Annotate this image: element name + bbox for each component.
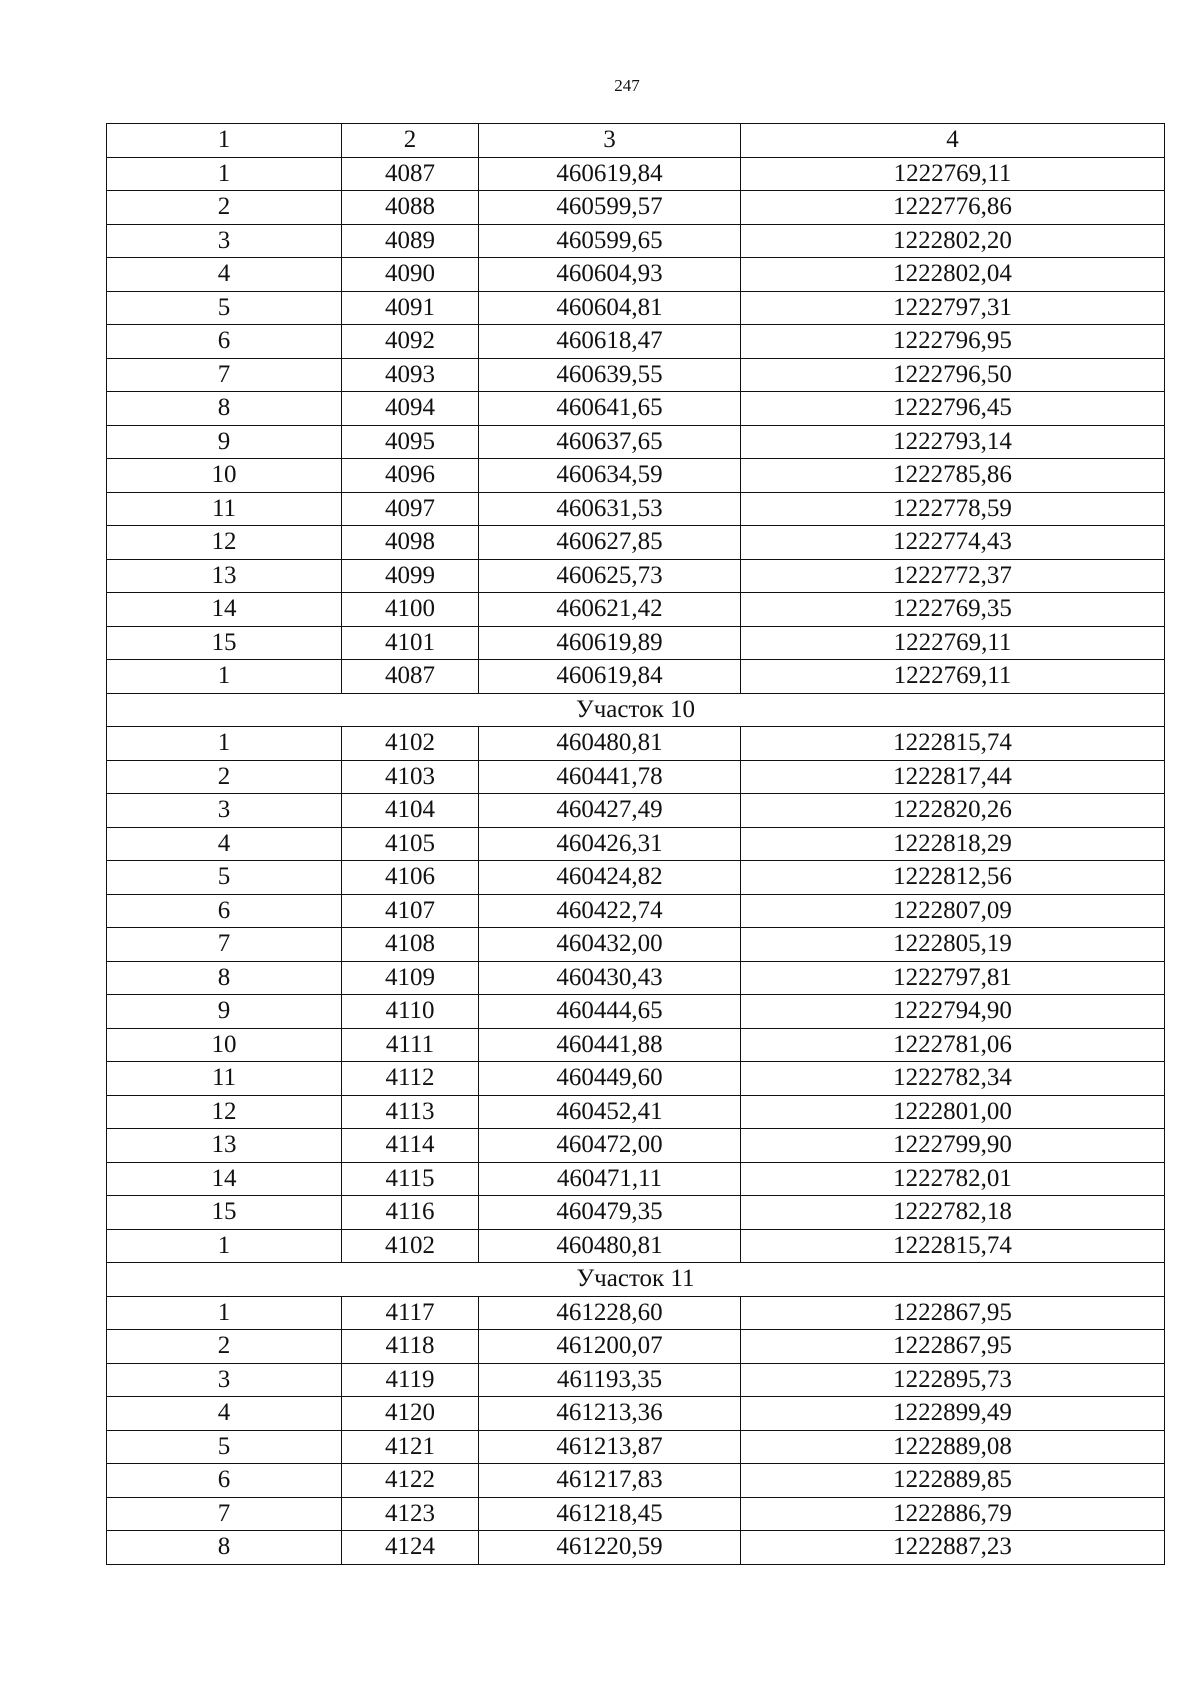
table-cell: 4088: [342, 191, 479, 225]
table-cell: 14: [107, 593, 342, 627]
table-cell: 460619,89: [479, 626, 741, 660]
table-cell: 1: [107, 157, 342, 191]
table-cell: 461218,45: [479, 1497, 741, 1531]
table-row: [107, 392, 1165, 426]
table-cell: 4092: [342, 325, 479, 359]
table-row: [107, 459, 1165, 493]
table-row: [107, 1330, 1165, 1364]
table-cell: 4094: [342, 392, 479, 426]
table-cell: 4095: [342, 425, 479, 459]
table-cell: 1222815,74: [741, 1229, 1165, 1263]
table-cell: 460424,82: [479, 861, 741, 895]
table-cell: 13: [107, 559, 342, 593]
table-cell: 461213,87: [479, 1430, 741, 1464]
table-cell: 1: [107, 660, 342, 694]
table-cell: 6: [107, 325, 342, 359]
table-cell: 460472,00: [479, 1129, 741, 1163]
table-cell: 1222867,95: [741, 1296, 1165, 1330]
table-cell: 4115: [342, 1162, 479, 1196]
table-cell: 5: [107, 861, 342, 895]
table-cell: 9: [107, 425, 342, 459]
coordinates-table-body: [107, 124, 1165, 1565]
table-cell: 4116: [342, 1196, 479, 1230]
table-cell: 4109: [342, 961, 479, 995]
table-cell: 1222802,20: [741, 224, 1165, 258]
table-cell: 4124: [342, 1531, 479, 1565]
table-row: [107, 157, 1165, 191]
table-cell: 1222899,49: [741, 1397, 1165, 1431]
table-row: [107, 1531, 1165, 1565]
table-cell: 1222781,06: [741, 1028, 1165, 1062]
table-row: [107, 794, 1165, 828]
table-cell: 4093: [342, 358, 479, 392]
table-row: [107, 358, 1165, 392]
table-cell: 5: [107, 1430, 342, 1464]
table-cell: 4110: [342, 995, 479, 1029]
table-cell: 4105: [342, 827, 479, 861]
table-row: [107, 1363, 1165, 1397]
table-row: [107, 626, 1165, 660]
table-cell: 1222815,74: [741, 727, 1165, 761]
table-cell: 4: [107, 258, 342, 292]
table-cell: 1222886,79: [741, 1497, 1165, 1531]
table-cell: 4096: [342, 459, 479, 493]
table-cell: 8: [107, 392, 342, 426]
table-cell: 1222801,00: [741, 1095, 1165, 1129]
table-cell: 6: [107, 1464, 342, 1498]
table-cell: 460599,57: [479, 191, 741, 225]
table-row: [107, 291, 1165, 325]
table-cell: 1222818,29: [741, 827, 1165, 861]
table-cell: 1222807,09: [741, 894, 1165, 928]
table-cell: 4099: [342, 559, 479, 593]
page-number: 247: [614, 76, 640, 95]
table-cell: 4123: [342, 1497, 479, 1531]
table-cell: 1222776,86: [741, 191, 1165, 225]
header-row: [107, 124, 1165, 158]
table-cell: 4114: [342, 1129, 479, 1163]
table-cell: 1222889,08: [741, 1430, 1165, 1464]
table-cell: 1222799,90: [741, 1129, 1165, 1163]
table-cell: 4104: [342, 794, 479, 828]
table-cell: 9: [107, 995, 342, 1029]
table-cell: 7: [107, 1497, 342, 1531]
table-cell: 4122: [342, 1464, 479, 1498]
table-cell: 1: [107, 1229, 342, 1263]
table-cell: 460625,73: [479, 559, 741, 593]
table-cell: 3: [107, 224, 342, 258]
table-row: [107, 727, 1165, 761]
table-cell: 460444,65: [479, 995, 741, 1029]
table-row: [107, 1129, 1165, 1163]
header-cell-3: 3: [479, 124, 741, 158]
table-cell: 1222867,95: [741, 1330, 1165, 1364]
table-cell: 1222820,26: [741, 794, 1165, 828]
table-cell: 460471,11: [479, 1162, 741, 1196]
table-cell: 4: [107, 1397, 342, 1431]
coordinates-table: [106, 123, 1165, 1565]
table-cell: 1222769,11: [741, 626, 1165, 660]
table-cell: 460599,65: [479, 224, 741, 258]
table-cell: 4111: [342, 1028, 479, 1062]
table-cell: 1222887,23: [741, 1531, 1165, 1565]
table-row: [107, 593, 1165, 627]
table-cell: 4118: [342, 1330, 479, 1364]
section-title: Участок 10: [107, 693, 1165, 727]
table-cell: 460430,43: [479, 961, 741, 995]
table-cell: 4102: [342, 1229, 479, 1263]
table-cell: 1222797,81: [741, 961, 1165, 995]
table-row: [107, 1397, 1165, 1431]
header-cell-1: 1: [107, 124, 342, 158]
table-cell: 1222797,31: [741, 291, 1165, 325]
table-cell: 460618,47: [479, 325, 741, 359]
table-row: [107, 1296, 1165, 1330]
table-cell: 1222774,43: [741, 526, 1165, 560]
header-cell-2: 2: [342, 124, 479, 158]
table-cell: 460604,81: [479, 291, 741, 325]
table-cell: 2: [107, 760, 342, 794]
table-cell: 460441,78: [479, 760, 741, 794]
table-cell: 15: [107, 1196, 342, 1230]
table-cell: 4: [107, 827, 342, 861]
section-title-row: [107, 693, 1165, 727]
table-cell: 1222796,50: [741, 358, 1165, 392]
table-row: [107, 1095, 1165, 1129]
table-cell: 4087: [342, 660, 479, 694]
table-cell: 461193,35: [479, 1363, 741, 1397]
table-cell: 1222895,73: [741, 1363, 1165, 1397]
table-cell: 460480,81: [479, 727, 741, 761]
table-cell: 460449,60: [479, 1062, 741, 1096]
table-cell: 460452,41: [479, 1095, 741, 1129]
table-cell: 11: [107, 492, 342, 526]
table-row: [107, 492, 1165, 526]
table-cell: 6: [107, 894, 342, 928]
table-cell: 4119: [342, 1363, 479, 1397]
table-cell: 460441,88: [479, 1028, 741, 1062]
table-cell: 14: [107, 1162, 342, 1196]
table-cell: 4098: [342, 526, 479, 560]
table-cell: 461217,83: [479, 1464, 741, 1498]
table-row: [107, 961, 1165, 995]
table-cell: 1222778,59: [741, 492, 1165, 526]
table-cell: 1: [107, 1296, 342, 1330]
table-cell: 1: [107, 727, 342, 761]
section-title: Участок 11: [107, 1263, 1165, 1297]
table-cell: 460422,74: [479, 894, 741, 928]
table-cell: 4090: [342, 258, 479, 292]
table-row: [107, 425, 1165, 459]
table-cell: 11: [107, 1062, 342, 1096]
table-cell: 460604,93: [479, 258, 741, 292]
table-cell: 13: [107, 1129, 342, 1163]
table-cell: 1222796,95: [741, 325, 1165, 359]
table-row: [107, 1028, 1165, 1062]
table-cell: 1222794,90: [741, 995, 1165, 1029]
table-cell: 460627,85: [479, 526, 741, 560]
table-cell: 460427,49: [479, 794, 741, 828]
table-cell: 4112: [342, 1062, 479, 1096]
table-row: [107, 1430, 1165, 1464]
table-cell: 4103: [342, 760, 479, 794]
table-row: [107, 325, 1165, 359]
table-cell: 2: [107, 1330, 342, 1364]
table-row: [107, 258, 1165, 292]
table-row: [107, 1062, 1165, 1096]
table-cell: 4121: [342, 1430, 479, 1464]
table-row: [107, 1464, 1165, 1498]
table-cell: 460426,31: [479, 827, 741, 861]
table-cell: 460634,59: [479, 459, 741, 493]
table-cell: 1222805,19: [741, 928, 1165, 962]
table-cell: 1222769,35: [741, 593, 1165, 627]
table-cell: 1222889,85: [741, 1464, 1165, 1498]
table-cell: 1222802,04: [741, 258, 1165, 292]
table-cell: 461228,60: [479, 1296, 741, 1330]
table-row: [107, 559, 1165, 593]
table-cell: 4097: [342, 492, 479, 526]
table-cell: 460641,65: [479, 392, 741, 426]
table-cell: 4107: [342, 894, 479, 928]
table-cell: 461220,59: [479, 1531, 741, 1565]
table-row: [107, 526, 1165, 560]
table-cell: 1222782,34: [741, 1062, 1165, 1096]
table-cell: 4087: [342, 157, 479, 191]
table-cell: 460621,42: [479, 593, 741, 627]
table-cell: 10: [107, 1028, 342, 1062]
table-cell: 461213,36: [479, 1397, 741, 1431]
table-cell: 460619,84: [479, 157, 741, 191]
table-cell: 4102: [342, 727, 479, 761]
section-title-row: [107, 1263, 1165, 1297]
table-row: [107, 995, 1165, 1029]
table-cell: 4120: [342, 1397, 479, 1431]
table-cell: 5: [107, 291, 342, 325]
table-cell: 4106: [342, 861, 479, 895]
table-cell: 1222785,86: [741, 459, 1165, 493]
table-cell: 4091: [342, 291, 479, 325]
table-row: [107, 861, 1165, 895]
table-cell: 4089: [342, 224, 479, 258]
table-cell: 4113: [342, 1095, 479, 1129]
table-cell: 8: [107, 1531, 342, 1565]
table-row: [107, 1229, 1165, 1263]
table-cell: 1222782,18: [741, 1196, 1165, 1230]
table-cell: 460639,55: [479, 358, 741, 392]
table-cell: 12: [107, 526, 342, 560]
table-cell: 3: [107, 794, 342, 828]
table-cell: 4117: [342, 1296, 479, 1330]
table-row: [107, 1162, 1165, 1196]
table-cell: 460631,53: [479, 492, 741, 526]
table-cell: 3: [107, 1363, 342, 1397]
table-cell: 4108: [342, 928, 479, 962]
table-cell: 4101: [342, 626, 479, 660]
table-cell: 2: [107, 191, 342, 225]
table-cell: 1222793,14: [741, 425, 1165, 459]
table-row: [107, 1497, 1165, 1531]
table-cell: 12: [107, 1095, 342, 1129]
table-cell: 1222796,45: [741, 392, 1165, 426]
table-cell: 461200,07: [479, 1330, 741, 1364]
table-cell: 7: [107, 928, 342, 962]
table-row: [107, 827, 1165, 861]
table-cell: 4100: [342, 593, 479, 627]
table-cell: 7: [107, 358, 342, 392]
table-row: [107, 191, 1165, 225]
table-cell: 1222817,44: [741, 760, 1165, 794]
table-cell: 460432,00: [479, 928, 741, 962]
table-cell: 1222782,01: [741, 1162, 1165, 1196]
table-cell: 1222772,37: [741, 559, 1165, 593]
table-cell: 460619,84: [479, 660, 741, 694]
table-cell: 460479,35: [479, 1196, 741, 1230]
table-cell: 460480,81: [479, 1229, 741, 1263]
table-row: [107, 928, 1165, 962]
table-row: [107, 224, 1165, 258]
header-cell-4: 4: [741, 124, 1165, 158]
table-row: [107, 660, 1165, 694]
table-cell: 1222769,11: [741, 660, 1165, 694]
table-cell: 10: [107, 459, 342, 493]
table-row: [107, 760, 1165, 794]
table-cell: 1222812,56: [741, 861, 1165, 895]
table-row: [107, 894, 1165, 928]
table-cell: 1222769,11: [741, 157, 1165, 191]
table-cell: 15: [107, 626, 342, 660]
table-cell: 8: [107, 961, 342, 995]
table-cell: 460637,65: [479, 425, 741, 459]
table-row: [107, 1196, 1165, 1230]
